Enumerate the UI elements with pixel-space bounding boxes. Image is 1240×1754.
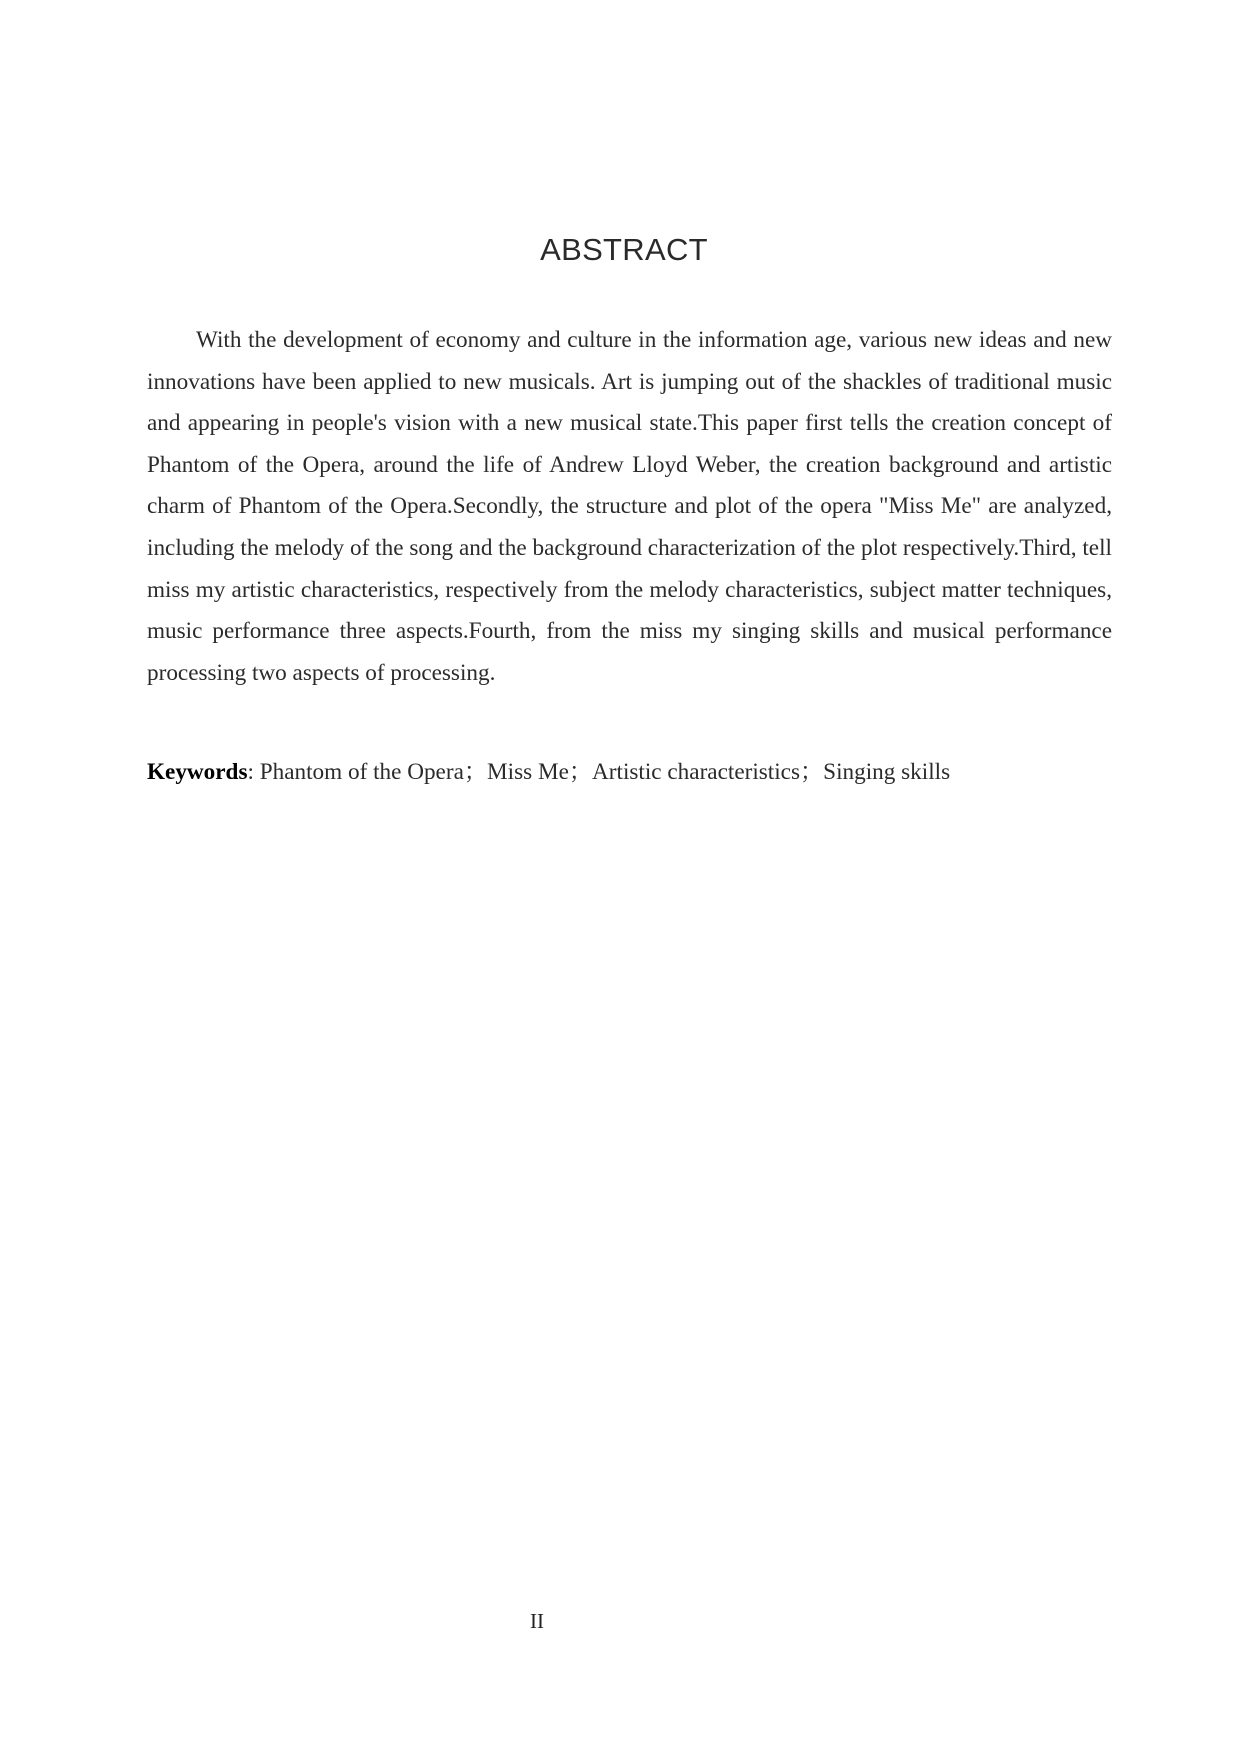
abstract-title: ABSTRACT	[540, 232, 708, 267]
keywords-separator: :	[247, 759, 260, 785]
keywords-label: Keywords	[147, 759, 248, 785]
keywords-text: Phantom of the Opera；Miss Me；Artistic characteristics；Singing skills	[259, 759, 951, 785]
abstract-body: With the development of economy and culture in the information age, various new ideas and new innovations have been applied to new musicals. Art is jumping out of the shackles of traditional music and appearing in people's vision with a new musical state.This paper first tells the creation concept of Phantom of the Opera, around the life of Andrew Lloyd Weber, the creation background and artistic charm of Phantom of the Opera.Secondly, the structure and plot of the opera "Miss Me" are analyzed, including the melody of the song and the background characterization of the plot respectively.Third, tell miss my artistic characteristics, respectively from the melody characteristics, subject matter techniques, music performance three aspects.Fourth, from the miss my singing skills and musical performance processing two aspects of processing.	[147, 327, 1112, 686]
page-number: II	[530, 1609, 544, 1633]
keywords-line	[147, 752, 1112, 794]
